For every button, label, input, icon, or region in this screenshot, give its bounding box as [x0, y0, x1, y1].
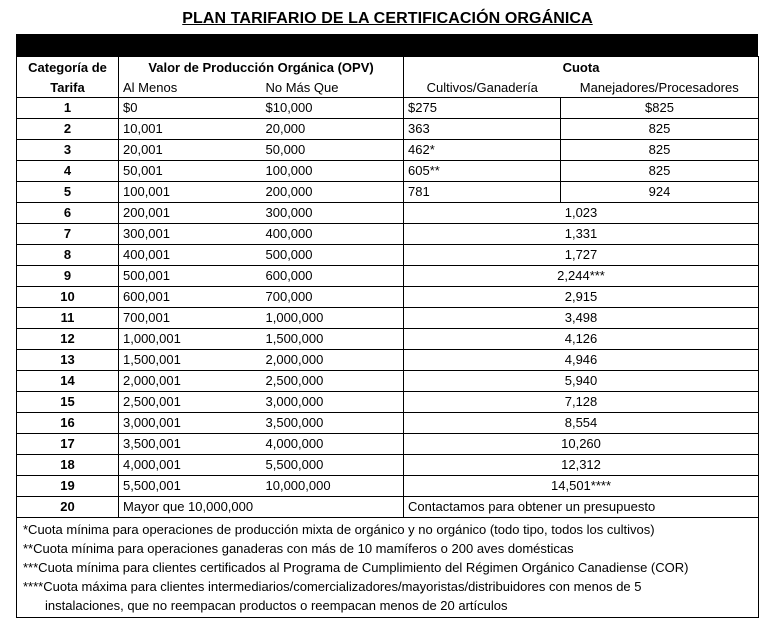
opv-min-cell: 5,500,001 [119, 476, 262, 497]
opv-max-cell: 5,500,000 [262, 455, 404, 476]
category-cell: 15 [17, 392, 119, 413]
fee-cell: 5,940 [404, 371, 759, 392]
table-row [17, 182, 759, 203]
opv-max-cell: 2,000,000 [262, 350, 404, 371]
category-cell: 13 [17, 350, 119, 371]
fee-cell: 12,312 [404, 455, 759, 476]
category-cell: 9 [17, 266, 119, 287]
table-row [17, 329, 759, 350]
category-cell: 6 [17, 203, 119, 224]
opv-max-cell: 20,000 [262, 119, 404, 140]
table-row [17, 119, 759, 140]
footnote: *Cuota mínima para operaciones de producción mixta de orgánico y no orgánico (todo tipo, todos los cultivos) [23, 522, 655, 537]
opv-max-cell: 300,000 [262, 203, 404, 224]
opv-min-cell: 300,001 [119, 224, 262, 245]
opv-min-cell: 1,000,001 [119, 329, 262, 350]
fee-cell: 10,260 [404, 434, 759, 455]
fee-crops-cell: 363 [404, 119, 561, 140]
category-cell: 11 [17, 308, 119, 329]
opv-max-header: No Más Que [262, 77, 404, 98]
opv-min-cell: 500,001 [119, 266, 262, 287]
table-row [17, 392, 759, 413]
category-cell: 4 [17, 161, 119, 182]
fee-crops-cell: 781 [404, 182, 561, 203]
opv-min-cell: 4,000,001 [119, 455, 262, 476]
category-cell: 3 [17, 140, 119, 161]
page-title: PLAN TARIFARIO DE LA CERTIFICACIÓN ORGÁNICA [182, 10, 593, 27]
opv-max-cell: 100,000 [262, 161, 404, 182]
table-row [17, 287, 759, 308]
opv-min-cell: 2,500,001 [119, 392, 262, 413]
opv-min-cell: $0 [119, 98, 262, 119]
opv-min-cell: 200,001 [119, 203, 262, 224]
opv-min-cell: 10,001 [119, 119, 262, 140]
fee-crops-cell: 605** [404, 161, 561, 182]
fee-handlers-header: Manejadores/Procesadores [561, 77, 759, 98]
opv-max-cell: 3,500,000 [262, 413, 404, 434]
opv-min-cell: 2,000,001 [119, 371, 262, 392]
opv-min-cell: 50,001 [119, 161, 262, 182]
opv-max-cell: 600,000 [262, 266, 404, 287]
fee-cell: 1,023 [404, 203, 759, 224]
notes-row [17, 518, 759, 618]
opv-max-cell: 1,500,000 [262, 329, 404, 350]
category-cell: 1 [17, 98, 119, 119]
category-header: Categoría de [17, 57, 119, 78]
table-row [17, 371, 759, 392]
category-cell: 2 [17, 119, 119, 140]
fee-cell: 8,554 [404, 413, 759, 434]
table-row [17, 476, 759, 497]
opv-max-cell: 3,000,000 [262, 392, 404, 413]
category-cell: 18 [17, 455, 119, 476]
footnote: instalaciones, que no reempacan productos o reempacan menos de 20 artículos [45, 598, 508, 613]
opv-max-cell: 700,000 [262, 287, 404, 308]
opv-max-cell: 400,000 [262, 224, 404, 245]
category-cell: 20 [17, 497, 119, 518]
opv-min-header: Al Menos [119, 77, 262, 98]
fee-header: Cuota [404, 57, 759, 78]
opv-max-cell: 500,000 [262, 245, 404, 266]
table-row [17, 245, 759, 266]
category-header-line2: Tarifa [17, 77, 119, 98]
table-row [17, 308, 759, 329]
opv-max-cell: 4,000,000 [262, 434, 404, 455]
category-cell: 5 [17, 182, 119, 203]
table-row [17, 434, 759, 455]
footnote: ***Cuota mínima para clientes certificados al Programa de Cumplimiento del Régimen Orgánico Canadiense (COR) [23, 560, 689, 575]
fee-cell: 1,727 [404, 245, 759, 266]
fee-cell: 4,946 [404, 350, 759, 371]
footnote: **Cuota mínima para operaciones ganaderas con más de 10 mamíferos o 200 aves domésticas [23, 541, 574, 556]
table-row [17, 497, 759, 518]
fee-handlers-cell: 825 [561, 161, 759, 182]
header-bar [16, 34, 758, 56]
opv-min-cell: 20,001 [119, 140, 262, 161]
footnote: ****Cuota máxima para clientes intermediarios/comercializadores/mayoristas/distribuidores con menos de 5 [23, 579, 642, 594]
fee-crops-header: Cultivos/Ganadería [404, 77, 561, 98]
fee-handlers-cell: 825 [561, 140, 759, 161]
category-cell: 14 [17, 371, 119, 392]
category-cell: 8 [17, 245, 119, 266]
fee-cell: Contactamos para obtener un presupuesto [404, 497, 759, 518]
fee-handlers-cell: 924 [561, 182, 759, 203]
fee-crops-cell: 462* [404, 140, 561, 161]
table-row [17, 203, 759, 224]
opv-range-cell: Mayor que 10,000,000 [119, 497, 404, 518]
opv-min-cell: 400,001 [119, 245, 262, 266]
fee-handlers-cell: 825 [561, 119, 759, 140]
opv-max-cell: 1,000,000 [262, 308, 404, 329]
opv-min-cell: 3,500,001 [119, 434, 262, 455]
table-row [17, 140, 759, 161]
opv-max-cell: 2,500,000 [262, 371, 404, 392]
category-cell: 10 [17, 287, 119, 308]
opv-min-cell: 700,001 [119, 308, 262, 329]
category-cell: 12 [17, 329, 119, 350]
category-cell: 17 [17, 434, 119, 455]
fee-cell: 2,915 [404, 287, 759, 308]
opv-min-cell: 3,000,001 [119, 413, 262, 434]
fee-cell: 3,498 [404, 308, 759, 329]
opv-min-cell: 600,001 [119, 287, 262, 308]
fee-cell: 14,501**** [404, 476, 759, 497]
table-row [17, 266, 759, 287]
opv-max-cell: 50,000 [262, 140, 404, 161]
fee-crops-cell: $275 [404, 98, 561, 119]
table-row [17, 98, 759, 119]
opv-max-cell: 10,000,000 [262, 476, 404, 497]
opv-max-cell: $10,000 [262, 98, 404, 119]
category-cell: 16 [17, 413, 119, 434]
table-row [17, 350, 759, 371]
category-cell: 7 [17, 224, 119, 245]
table-row [17, 161, 759, 182]
footnotes [17, 518, 759, 618]
table-row [17, 455, 759, 476]
opv-min-cell: 1,500,001 [119, 350, 262, 371]
opv-min-cell: 100,001 [119, 182, 262, 203]
fee-cell: 4,126 [404, 329, 759, 350]
fee-cell: 7,128 [404, 392, 759, 413]
fee-cell: 1,331 [404, 224, 759, 245]
opv-max-cell: 200,000 [262, 182, 404, 203]
fee-handlers-cell: $825 [561, 98, 759, 119]
table-row [17, 224, 759, 245]
table-row [17, 413, 759, 434]
opv-header: Valor de Producción Orgánica (OPV) [119, 57, 404, 78]
fee-cell: 2,244*** [404, 266, 759, 287]
fee-table [16, 56, 759, 618]
category-cell: 19 [17, 476, 119, 497]
